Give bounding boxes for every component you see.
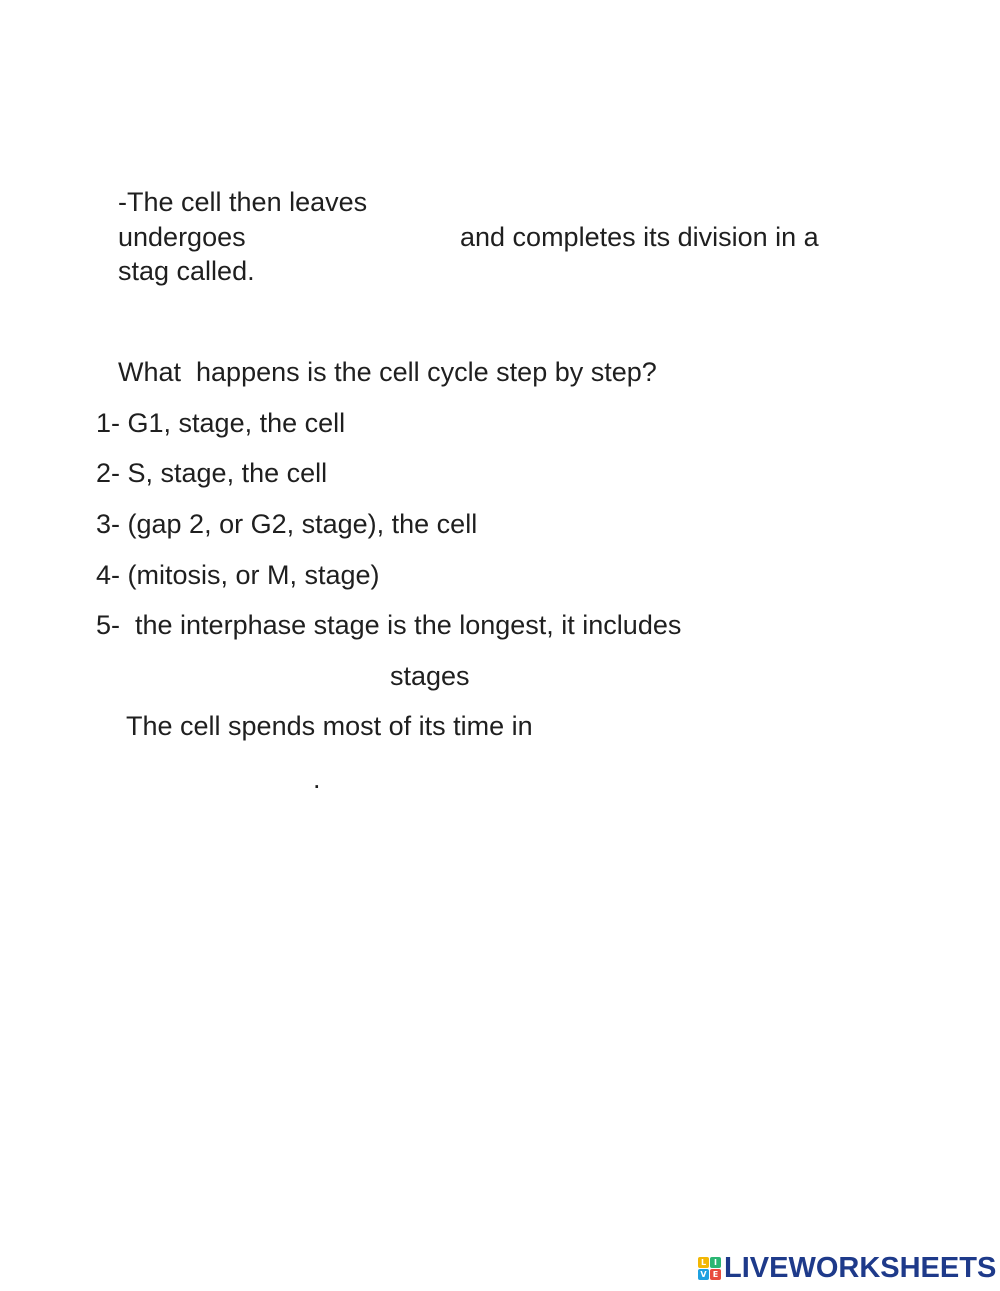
intro-line-2-continued: and completes its division in a	[460, 222, 819, 252]
intro-line-1: -The cell then leaves	[118, 187, 368, 217]
stages-word: stages	[390, 661, 470, 691]
logo-icon-tile-i: I	[710, 1257, 721, 1268]
intro-line-3: stag called.	[118, 256, 255, 286]
intro-line-2: undergoes	[118, 222, 246, 252]
logo-icon-tile-e: E	[710, 1269, 721, 1280]
period-mark: .	[313, 764, 321, 794]
liveworksheets-logo	[698, 1252, 996, 1285]
step-1: 1- G1, stage, the cell	[96, 408, 346, 438]
step-2: 2- S, stage, the cell	[96, 458, 328, 488]
logo-text: LIVEWORKSHEETS	[724, 1252, 997, 1284]
logo-icon-tile-v: V	[698, 1269, 709, 1280]
logo-icon	[698, 1257, 721, 1280]
logo-icon-tile-l: L	[698, 1257, 709, 1268]
step-3: 3- (gap 2, or G2, stage), the cell	[96, 509, 478, 539]
step-5: 5- the interphase stage is the longest, it includes	[96, 610, 682, 640]
step-4: 4- (mitosis, or M, stage)	[96, 560, 380, 590]
question-heading: What happens is the cell cycle step by step?	[118, 357, 657, 387]
time-sentence: The cell spends most of its time in	[126, 711, 533, 741]
